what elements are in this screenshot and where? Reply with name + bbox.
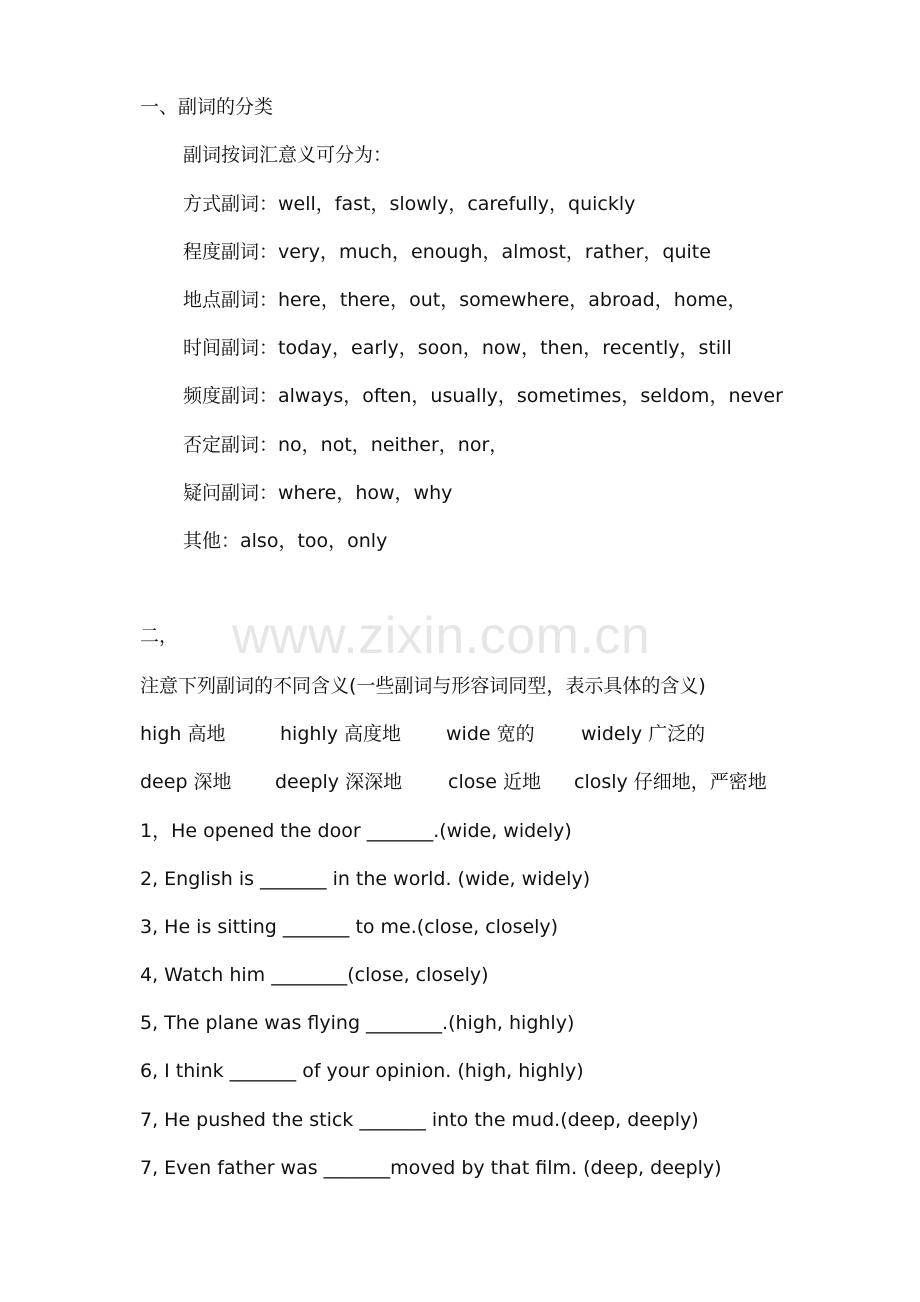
- word-pair: deep 深地: [140, 771, 232, 793]
- category-other: 其他：also，too，only: [183, 530, 388, 552]
- word-pair: widely 广泛的: [581, 723, 706, 745]
- word-pair: deeply 深深地: [275, 771, 403, 793]
- exercise-1: 1，He opened the door _______.(wide, widely): [140, 820, 572, 842]
- exercise-4: 4, Watch him ________(close, closely): [140, 964, 489, 986]
- category-frequency: 频度副词：always，often，usually，sometimes，seldom，never: [183, 385, 783, 407]
- section-2-note: 注意下列副词的不同含义(一些副词与形容词同型，表示具体的含义): [140, 675, 706, 697]
- exercise-3: 3, He is sitting _______ to me.(close, closely): [140, 916, 559, 938]
- section-1-heading: 一、副词的分类: [140, 96, 274, 118]
- word-pair: closly 仔细地，严密地: [574, 771, 767, 793]
- category-degree: 程度副词：very，much，enough，almost，rather，quite: [183, 241, 711, 263]
- category-manner: 方式副词：well，fast，slowly，carefully，quickly: [183, 193, 636, 215]
- word-pair: high 高地: [140, 723, 226, 745]
- watermark: www.zixin.com.cn: [232, 607, 651, 665]
- word-pair: close 近地: [448, 771, 541, 793]
- category-interrogative: 疑问副词：where，how，why: [183, 482, 453, 504]
- section-1-intro: 副词按词汇意义可分为：: [183, 144, 393, 166]
- section-2-heading: 二，: [140, 625, 179, 647]
- exercise-2: 2, English is _______ in the world. (wide, widely): [140, 868, 591, 890]
- category-place: 地点副词：here，there，out，somewhere，abroad，home，: [183, 289, 747, 311]
- word-pair: wide 宽的: [446, 723, 535, 745]
- exercise-7: 7, He pushed the stick _______ into the mud.(deep, deeply): [140, 1109, 699, 1131]
- category-negation: 否定副词：no，not，neither，nor，: [183, 434, 509, 456]
- word-pair: highly 高度地: [280, 723, 401, 745]
- exercise-8: 7, Even father was _______moved by that film. (deep, deeply): [140, 1157, 722, 1179]
- category-time: 时间副词：today，early，soon，now，then，recently，still: [183, 337, 732, 359]
- exercise-6: 6, I think _______ of your opinion. (high, highly): [140, 1060, 584, 1082]
- exercise-5: 5, The plane was flying ________.(high, highly): [140, 1012, 575, 1034]
